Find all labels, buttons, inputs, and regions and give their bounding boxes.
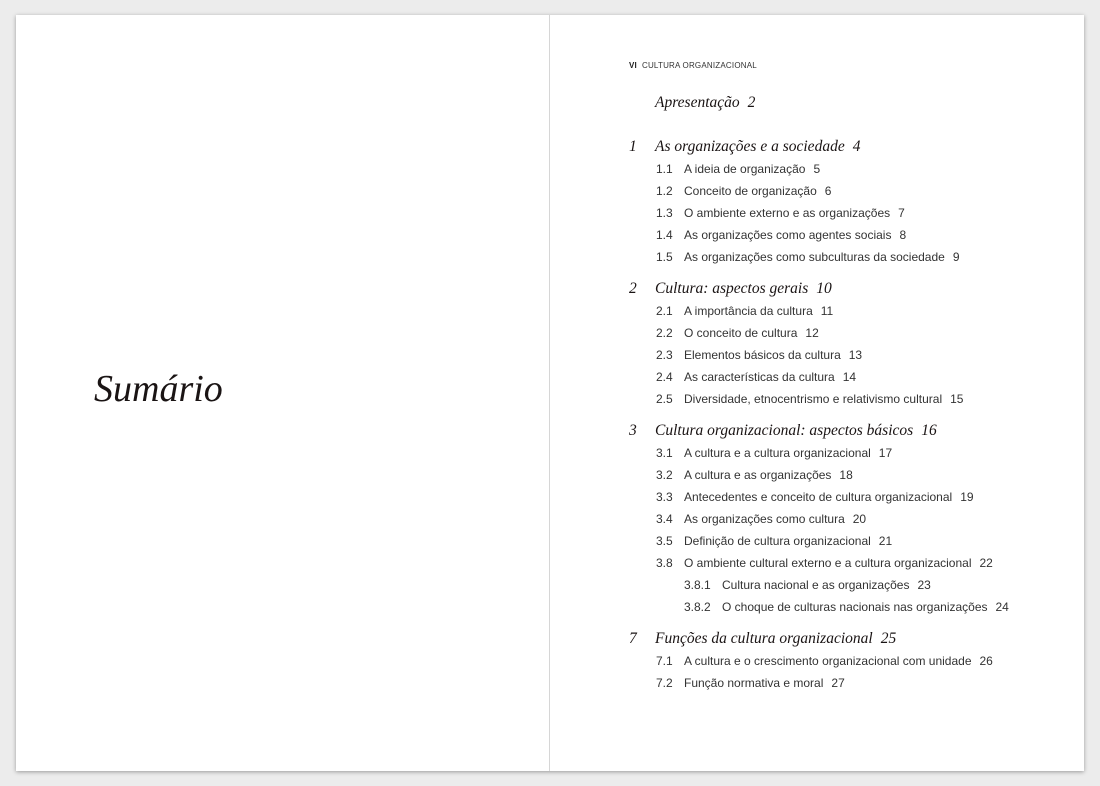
toc-section-page: 22 — [979, 556, 993, 570]
toc-entry-apresentacao[interactable] — [629, 92, 1079, 114]
toc-section-number: 3.8 — [656, 556, 673, 570]
toc-section-page: 27 — [831, 676, 845, 690]
table-of-contents — [629, 92, 1079, 704]
toc-section-number: 2.1 — [656, 304, 673, 318]
toc-section-number: 1.1 — [656, 162, 673, 176]
toc-chapter-2 — [629, 278, 1079, 410]
toc-section[interactable] — [629, 486, 1079, 508]
toc-section-title: O ambiente cultural externo e a cultura organizacional — [684, 556, 972, 570]
toc-section-title: Conceito de organização — [684, 184, 817, 198]
toc-subsection-title: Cultura nacional e as organizações — [722, 578, 910, 592]
toc-chapter-number: 2 — [629, 280, 637, 297]
toc-section-number: 3.3 — [656, 490, 673, 504]
toc-section-number: 2.5 — [656, 392, 673, 406]
toc-section[interactable] — [629, 464, 1079, 486]
toc-section-title: A cultura e as organizações — [684, 468, 832, 482]
toc-chapter-page: 25 — [880, 630, 897, 647]
toc-chapter-title: Funções da cultura organizacional — [655, 630, 873, 647]
toc-section-number: 1.4 — [656, 228, 673, 242]
toc-section-page: 18 — [839, 468, 853, 482]
toc-section-page: 21 — [878, 534, 893, 548]
toc-section-page: 5 — [813, 162, 821, 176]
toc-chapter-heading[interactable] — [629, 420, 1079, 442]
toc-subsection-title: O choque de culturas nacionais nas organizações — [722, 600, 988, 614]
toc-section-number: 1.2 — [656, 184, 673, 198]
toc-section[interactable] — [629, 246, 1079, 268]
running-head-title: CULTURA ORGANIZACIONAL — [641, 61, 757, 70]
toc-section[interactable] — [629, 300, 1079, 322]
toc-chapter-title: Cultura: aspectos gerais — [655, 280, 809, 297]
toc-section-page: 19 — [960, 490, 974, 504]
toc-section-title: A importância da cultura — [684, 304, 813, 318]
toc-section-title: Antecedentes e conceito de cultura organizacional — [684, 490, 953, 504]
toc-section-title: Elementos básicos da cultura — [684, 348, 841, 362]
toc-chapter-page: 10 — [816, 280, 832, 297]
left-page — [16, 15, 549, 771]
toc-section[interactable] — [629, 552, 1079, 574]
toc-subsection[interactable] — [629, 574, 1079, 596]
toc-section[interactable] — [629, 508, 1079, 530]
toc-section-page: 11 — [820, 304, 834, 318]
toc-section[interactable] — [629, 224, 1079, 246]
running-head — [629, 61, 757, 70]
right-page — [550, 15, 1084, 771]
toc-section-page: 6 — [824, 184, 832, 198]
toc-section-title: O conceito de cultura — [684, 326, 798, 340]
toc-section-title: As organizações como subculturas da sociedade — [684, 250, 945, 264]
toc-section-number: 2.4 — [656, 370, 673, 384]
toc-section-title: Função normativa e moral — [684, 676, 824, 690]
toc-section[interactable] — [629, 202, 1079, 224]
toc-chapter-page: 4 — [852, 138, 861, 155]
toc-section-title: As características da cultura — [684, 370, 835, 384]
toc-section-page: 12 — [805, 326, 819, 340]
toc-chapter-3 — [629, 420, 1079, 618]
toc-section-number: 3.2 — [656, 468, 673, 482]
toc-subsection[interactable] — [629, 596, 1079, 618]
page-title: Sumário — [94, 368, 223, 410]
toc-subsection-page: 24 — [995, 600, 1009, 614]
toc-section-title: Definição de cultura organizacional — [684, 534, 871, 548]
toc-section-number: 7.2 — [656, 676, 673, 690]
toc-section[interactable] — [629, 388, 1079, 410]
toc-section-title: O ambiente externo e as organizações — [684, 206, 891, 220]
toc-section-page: 26 — [979, 654, 993, 668]
toc-section-number: 7.1 — [656, 654, 673, 668]
toc-section-number: 1.3 — [656, 206, 673, 220]
toc-section-number: 3.5 — [656, 534, 673, 548]
toc-section-title: A cultura e o crescimento organizacional com unidade — [684, 654, 972, 668]
toc-section-number: 3.4 — [656, 512, 673, 526]
toc-chapter-title: Cultura organizacional: aspectos básicos — [655, 422, 914, 439]
toc-section-page: 7 — [898, 206, 905, 220]
toc-section-page: 20 — [852, 512, 867, 526]
toc-chapter-1 — [629, 136, 1079, 268]
toc-subsection-page: 23 — [917, 578, 931, 592]
toc-section-page: 13 — [848, 348, 863, 362]
toc-section[interactable] — [629, 344, 1079, 366]
toc-section-page: 14 — [842, 370, 857, 384]
toc-section-number: 3.1 — [656, 446, 673, 460]
toc-chapter-7 — [629, 628, 1079, 694]
toc-section[interactable] — [629, 672, 1079, 694]
toc-section[interactable] — [629, 158, 1079, 180]
toc-section-number: 1.5 — [656, 250, 673, 264]
toc-section-page: 9 — [952, 250, 960, 264]
page-folio: VI — [629, 61, 637, 70]
toc-section-page: 8 — [899, 228, 907, 242]
toc-chapter-title: As organizações e a sociedade — [655, 138, 845, 155]
toc-chapter-number: 7 — [629, 630, 637, 647]
toc-section[interactable] — [629, 366, 1079, 388]
toc-chapter-heading[interactable] — [629, 628, 1079, 650]
toc-section-page: 15 — [950, 392, 964, 406]
toc-section-number: 2.2 — [656, 326, 673, 340]
toc-chapter-number: 3 — [629, 422, 637, 439]
toc-section-title: A cultura e a cultura organizacional — [684, 446, 871, 460]
toc-subsection-number: 3.8.2 — [684, 600, 711, 614]
toc-section[interactable] — [629, 180, 1079, 202]
toc-section[interactable] — [629, 650, 1079, 672]
toc-chapter-page: 16 — [921, 422, 937, 439]
toc-section-title: Diversidade, etnocentrismo e relativismo cultural — [684, 392, 943, 406]
toc-entry-title: Apresentação — [655, 94, 740, 111]
toc-entry-page: 2 — [747, 94, 756, 111]
toc-section-title: As organizações como agentes sociais — [684, 228, 892, 242]
toc-section-title: A ideia de organização — [684, 162, 806, 176]
toc-chapter-heading[interactable] — [629, 278, 1079, 300]
book-spread — [16, 15, 1084, 771]
toc-chapter-heading[interactable] — [629, 136, 1079, 158]
toc-section[interactable] — [629, 530, 1079, 552]
toc-section-title: As organizações como cultura — [684, 512, 845, 526]
toc-section-number: 2.3 — [656, 348, 673, 362]
toc-subsection-number: 3.8.1 — [684, 578, 711, 592]
toc-chapter-number: 1 — [629, 138, 637, 155]
toc-section-page: 17 — [878, 446, 893, 460]
toc-section[interactable] — [629, 442, 1079, 464]
toc-section[interactable] — [629, 322, 1079, 344]
